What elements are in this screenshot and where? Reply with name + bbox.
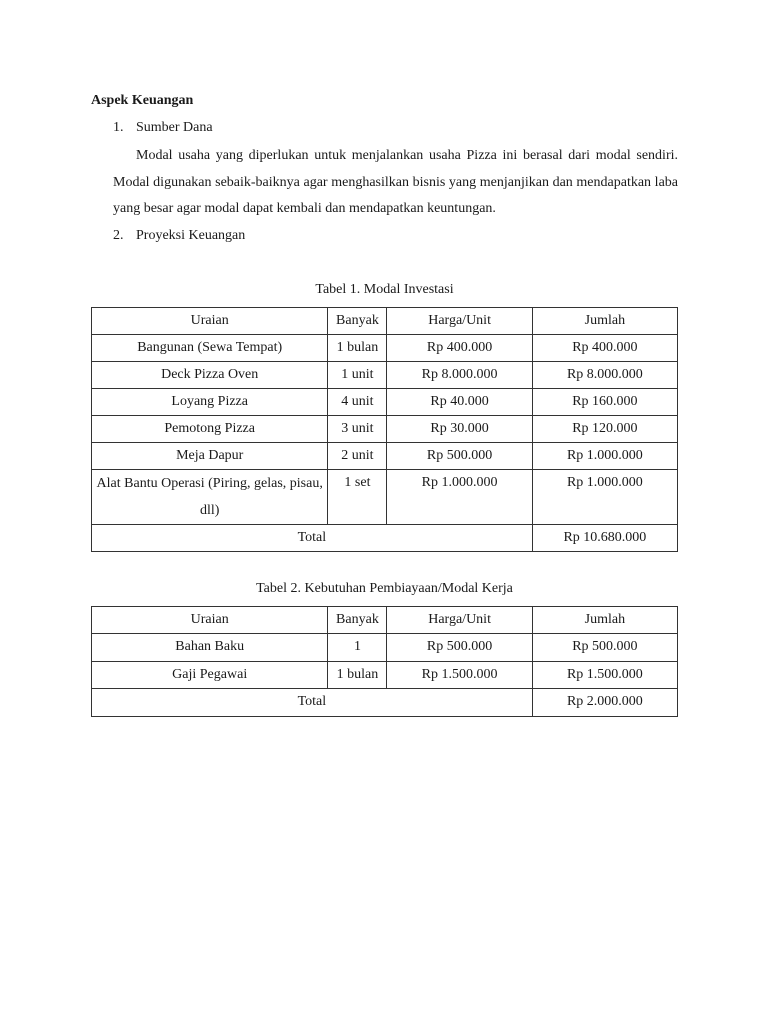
cell-banyak: 4 unit [328,389,387,416]
section-heading: Aspek Keuangan [91,93,194,108]
cell-jumlah: Rp 8.000.000 [532,362,677,389]
total-value: Rp 10.680.000 [532,525,677,552]
cell-uraian: Pemotong Pizza [92,416,328,443]
cell-uraian: Bangunan (Sewa Tempat) [92,335,328,362]
cell-uraian: Deck Pizza Oven [92,362,328,389]
cell-harga: Rp 1.000.000 [387,470,532,525]
table-total-row [92,525,678,552]
cell-banyak: 1 set [328,470,387,525]
cell-uraian: Gaji Pegawai [92,662,328,689]
table-modal-kerja [91,606,678,717]
header-cell: Uraian [92,607,328,634]
cell-jumlah: Rp 400.000 [532,335,677,362]
cell-banyak: 3 unit [328,416,387,443]
list-item-sumber-dana [113,120,213,136]
cell-uraian: Alat Bantu Operasi (Piring, gelas, pisau, dll) [92,470,328,525]
total-value: Rp 2.000.000 [532,689,677,717]
list-number: 1. [113,120,124,135]
cell-harga: Rp 400.000 [387,335,532,362]
table-row [92,470,678,525]
cell-banyak: 1 [328,634,387,662]
cell-uraian: Bahan Baku [92,634,328,662]
cell-harga: Rp 8.000.000 [387,362,532,389]
cell-uraian: Meja Dapur [92,443,328,470]
table-header-row [92,607,678,634]
table-total-row [92,689,678,717]
cell-banyak: 1 bulan [328,335,387,362]
body-paragraph: Modal usaha yang diperlukan untuk menjalankan usaha Pizza ini berasal dari modal sendiri. Modal digunakan sebaik-baiknya agar menghasilkan bisnis yang menjanjikan dan mendapatkan laba yang besar agar modal dapat kembali dan mendapatkan keuntungan. [113,148,678,217]
cell-jumlah: Rp 120.000 [532,416,677,443]
table-modal-investasi [91,307,678,552]
header-cell: Harga/Unit [387,607,532,634]
cell-banyak: 2 unit [328,443,387,470]
header-cell: Jumlah [532,308,677,335]
cell-jumlah: Rp 1.500.000 [532,662,677,689]
cell-jumlah: Rp 1.000.000 [532,470,677,525]
total-label: Total [92,689,533,717]
list-number: 2. [113,228,124,243]
cell-uraian: Loyang Pizza [92,389,328,416]
cell-harga: Rp 40.000 [387,389,532,416]
cell-harga: Rp 500.000 [387,634,532,662]
table-row [92,634,678,662]
table-row [92,662,678,689]
table-row [92,335,678,362]
total-label: Total [92,525,533,552]
list-title: Proyeksi Keuangan [136,228,246,243]
table-row [92,416,678,443]
table1-caption: Tabel 1. Modal Investasi [315,282,454,297]
header-cell: Banyak [328,607,387,634]
table-header-row [92,308,678,335]
table-row [92,362,678,389]
header-cell: Uraian [92,308,328,335]
cell-harga: Rp 1.500.000 [387,662,532,689]
cell-banyak: 1 bulan [328,662,387,689]
cell-jumlah: Rp 160.000 [532,389,677,416]
cell-harga: Rp 30.000 [387,416,532,443]
table-row [92,389,678,416]
cell-banyak: 1 unit [328,362,387,389]
header-cell: Jumlah [532,607,677,634]
list-title: Sumber Dana [136,120,213,135]
cell-jumlah: Rp 500.000 [532,634,677,662]
cell-harga: Rp 500.000 [387,443,532,470]
list-item-proyeksi-keuangan [113,228,245,244]
table-row [92,443,678,470]
header-cell: Banyak [328,308,387,335]
header-cell: Harga/Unit [387,308,532,335]
cell-jumlah: Rp 1.000.000 [532,443,677,470]
table2-caption: Tabel 2. Kebutuhan Pembiayaan/Modal Kerja [256,581,513,596]
